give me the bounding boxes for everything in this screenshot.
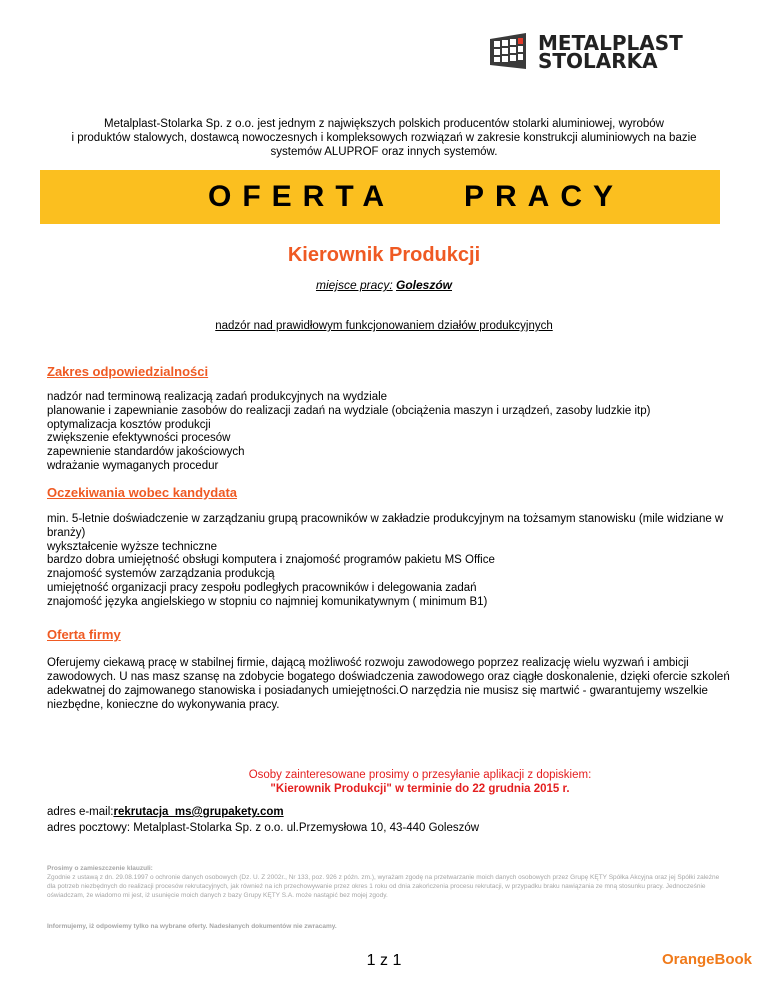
work-location [40,278,728,292]
list-item: nadzór nad terminową realizacją zadań produkcyjnych na wydziale [47,391,388,403]
intro-line-2: i produktów stalowych, dostawcą nowoczesnych i kompleksowych rozwiązań w zakresie konstrukcji aluminiowych na bazie [71,132,697,144]
location-label: miejsce pracy: [315,278,393,292]
clause-heading: Prosimy o zamieszczenie klauzuli: [47,865,153,872]
offer-heading: Oferta firmy [47,627,121,642]
logo-wordmark [538,31,683,73]
offer-text: Oferujemy ciekawą pracę w stabilnej firmie, dającą możliwość rozwoju zawodowego poprzez realizację wielu wyzwań i ambicji zawodowych. U nas masz szansę na zdobycie bogatego doświadczenia zawodowego oraz ciągłe doskonalenie, dzięki ofercie szkoleń adekwatnej do zajmowanego stanowiska i posiadanych umiejętności.O narzędzia nie musisz się martwić - gwarantujemy wszelkie niezbędne, konieczne do wykonywania pracy. [47,657,730,711]
apply-line-1: Osoby zainteresowane prosimy o przesyłanie aplikacji z dopiskiem: [248,769,592,781]
list-item: min. 5-letnie doświadczenie w zarządzaniu grupą pracowników w zakładzie produkcyjnym na tożsamym stanowisku (mile widziane w branży) [47,513,724,539]
list-item: wykształcenie wyższe techniczne [47,540,218,553]
orangebook-brand: OrangeBook [662,951,753,968]
list-item: planowanie i zapewnianie zasobów do realizacji zadań na wydziale (obciążenia maszyn i urządzeń, zasoby ludzkie itp) [47,404,651,417]
list-item: znajomość języka angielskiego w stopniu co najmniej komunikatywnym ( minimum B1) [47,595,488,608]
list-item: umiejętność organizacji pracy zespołu podległych pracowników i delegowania zadań [47,581,477,594]
job-title: Kierownik Produkcji [287,244,481,266]
banner-word-offer: OFERTA [208,180,396,213]
apply-line-2: "Kierownik Produkcji" w terminie do 22 grudnia 2015 r. [270,783,570,795]
page-number: 1 z 1 [366,952,402,969]
requirements-list [47,513,737,610]
company-logo [488,33,683,71]
responsibilities-heading: Zakres odpowiedzialności [47,364,209,379]
requirements-heading: Oczekiwania wobec kandydata [47,485,238,500]
clause-notice: Informujemy, iż odpowiemy tylko na wybrane oferty. Nadesłanych dokumentów nie zwracamy. [47,923,337,930]
list-item: bardzo dobra umiejętność obsługi komputera i znajomość programów pakietu MS Office [47,554,495,567]
contact-info [47,804,479,836]
postal-address: adres pocztowy: Metalplast-Stolarka Sp. z o.o. ul.Przemysłowa 10, 43-440 Goleszów [47,822,480,834]
logo-line-2: STOLARKA [538,49,658,73]
list-item: znajomość systemów zarządzania produkcją [47,568,275,581]
clause-text: Zgodnie z ustawą z dn. 29.08.1997 o ochronie danych osobowych (Dz. U. Z 2002r., Nr 133, poz. 926 z późn. zm.), wyrażam zgodę na przetwarzanie moich danych osobowych przez Grupę KĘTY Spółka Akcyjna oraz jej Spółki zależne dla potrzeb niezbędnych do realizacji procesów rekrutacyjnych, jak również na ich przechowywanie przez okres 1 roku od dnia zakończenia procesu rekrutacji, w przypadku braku nawiązania ze mną stosunku pracy. Jednocześnie oświadczam, że wiadomo mi jest, iż usunięcie moich danych z bazy Grupy KĘTY S.A. może nastąpić bez mojej zgody. [47,874,720,899]
intro-line-1: Metalplast-Stolarka Sp. z o.o. jest jednym z największych polskich producentów stolarki aluminiowej, wyrobów [104,118,664,130]
list-item: wdrażanie wymaganych procedur [47,459,219,472]
list-item: zwiększenie efektywności procesów [47,432,231,445]
list-item: zapewnienie standardów jakościowych [47,446,245,459]
logo-line-1: METALPLAST [538,31,683,55]
email-link[interactable]: rekrutacja_ms@grupakety.com [113,806,284,818]
banner-word-work: PRACY [464,180,625,213]
email-label: adres e-mail: [47,806,114,818]
list-item: optymalizacja kosztów produkcji [47,418,211,431]
logo-grid-icon [488,33,532,71]
application-note [40,768,768,796]
job-summary: nadzór nad prawidłowym funkcjonowaniem działów produkcyjnych [215,320,553,332]
location-value: Goleszów [396,278,453,292]
responsibilities-list [47,391,727,474]
intro-line-3: systemów ALUPROF oraz innych systemów. [270,146,498,158]
company-intro [40,117,728,159]
offer-banner [40,170,720,224]
